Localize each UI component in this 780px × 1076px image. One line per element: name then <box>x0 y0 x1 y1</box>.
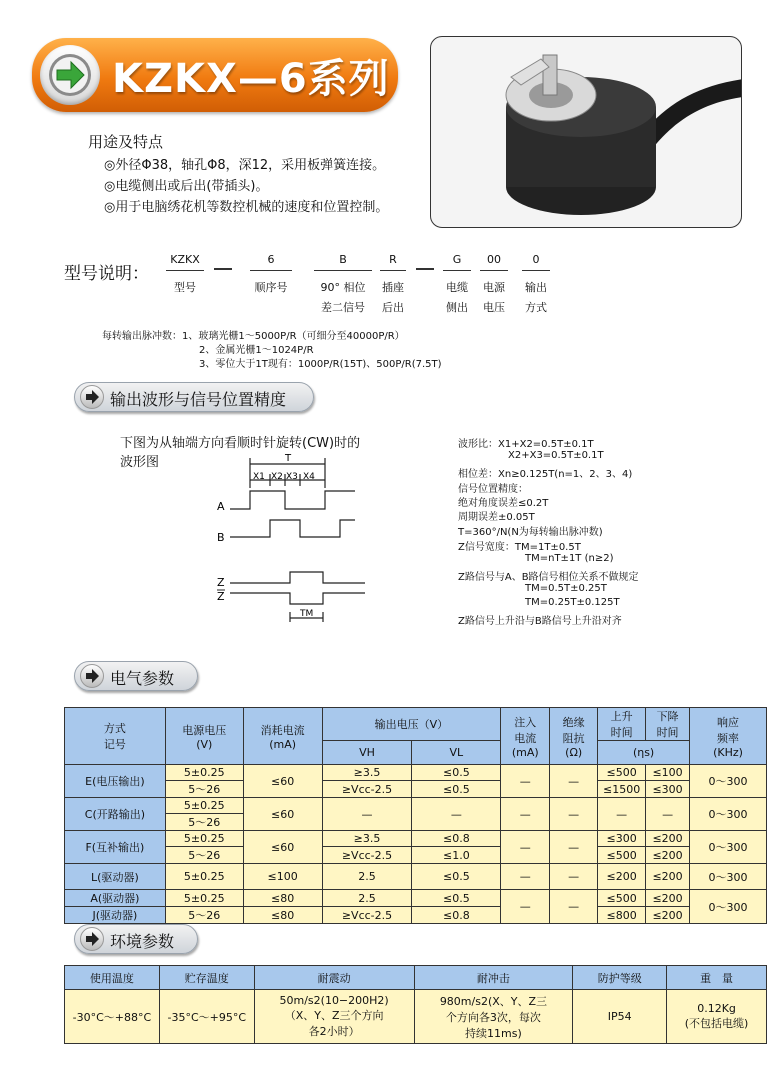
model-desc: 顺序号 <box>254 281 288 294</box>
table-cell: ≤0.5 <box>412 864 501 890</box>
spec-line: X2+X3=0.5T±0.1T <box>508 450 604 461</box>
env-value: 980m/s2(X、Y、Z三 个方向各3次，每次 持续11ms) <box>414 990 573 1044</box>
col-mode: 方式 记号 <box>65 708 166 765</box>
divider <box>480 270 508 271</box>
table-cell: ≤500 <box>598 765 646 781</box>
table-cell: 5～26 <box>165 847 243 864</box>
spec-line: Z路信号与A、B路信号相位关系不做规定 <box>458 572 639 583</box>
model-code: 0 <box>532 253 540 266</box>
env-value: -35°C～+95°C <box>159 990 254 1044</box>
table-cell: ≤1.0 <box>412 847 501 864</box>
waveform-diagram <box>215 450 375 630</box>
table-cell: — <box>501 831 550 864</box>
table-cell: ≤0.8 <box>412 831 501 847</box>
divider <box>166 270 204 271</box>
table-cell: — <box>412 798 501 831</box>
label-A: A <box>217 500 225 513</box>
section-title: 环境参数 <box>110 932 175 951</box>
pulse-note: 每转输出脉冲数：1、玻璃光栅1～5000P/R（可细分至40000P/R） <box>102 331 405 342</box>
table-cell: ≥Vcc-2.5 <box>322 847 412 864</box>
table-cell: ≤200 <box>646 847 690 864</box>
table-cell: ≤100 <box>646 765 690 781</box>
table-cell: 0～300 <box>690 890 767 924</box>
spec-line: 周期误差±0.05T <box>458 512 535 523</box>
table-cell: — <box>501 765 550 798</box>
model-desc: 电压 <box>483 301 505 314</box>
col-supply: 电源电压 (V) <box>165 708 243 765</box>
env-value: IP54 <box>573 990 667 1044</box>
table-cell: ≤200 <box>646 864 690 890</box>
pulse-note: 3、零位大于1T现有：1000P/R(15T)、500P/R(7.5T) <box>199 359 442 370</box>
table-cell: 0～300 <box>690 864 767 890</box>
feature-item: ◎电缆侧出或后出(带插头)。 <box>104 179 269 194</box>
table-cell: — <box>550 765 598 798</box>
model-code: KZKX <box>170 253 200 266</box>
spec-line: 相位差：Xn≥0.125T(n=1、2、3、4) <box>458 469 633 480</box>
row-label: C(开路输出) <box>65 798 166 831</box>
row-label: F(互补输出) <box>65 831 166 864</box>
row-label: E(电压输出) <box>65 765 166 798</box>
table-cell: — <box>550 864 598 890</box>
model-desc: 输出 <box>525 281 547 294</box>
table-cell: — <box>646 798 690 831</box>
divider <box>380 270 406 271</box>
table-cell: ≤0.8 <box>412 907 501 924</box>
col-resp: 响应 频率 (KHz) <box>690 708 767 765</box>
model-code: 6 <box>267 253 275 266</box>
table-cell: ≤300 <box>598 831 646 847</box>
table-cell: ≤80 <box>243 907 322 924</box>
spec-line: T=360°/N(N为每转输出脉冲数) <box>458 527 603 538</box>
model-desc: 型号 <box>174 281 196 294</box>
table-cell: — <box>550 798 598 831</box>
model-desc: 90° 相位 <box>320 281 366 294</box>
spec-line: TM=0.25T±0.125T <box>525 597 620 608</box>
table-cell: — <box>501 864 550 890</box>
table-cell: 5±0.25 <box>165 890 243 907</box>
label-X2: X2 <box>271 472 283 482</box>
col-vh: VH <box>322 741 412 765</box>
table-cell: — <box>322 798 412 831</box>
table-cell: ≤200 <box>646 907 690 924</box>
row-label: A(驱动器) <box>65 890 166 907</box>
model-desc: 电缆 <box>446 281 468 294</box>
col-rise: 上升 时间 <box>598 708 646 741</box>
spec-line: TM=nT±1T (n≥2) <box>525 553 614 564</box>
model-desc: 后出 <box>382 301 404 314</box>
table-cell: ≥3.5 <box>322 831 412 847</box>
col-fall: 下降 时间 <box>646 708 690 741</box>
divider <box>443 270 471 271</box>
label-TM: TM <box>300 609 314 619</box>
spec-line: TM=0.5T±0.25T <box>525 583 607 594</box>
table-cell: ≤0.5 <box>412 890 501 907</box>
label-Z: Z <box>217 576 225 589</box>
table-cell: — <box>598 798 646 831</box>
label-X3: X3 <box>286 472 298 482</box>
col-ns: (ηs) <box>598 741 690 765</box>
table-cell: ≤60 <box>243 765 322 798</box>
label-X1: X1 <box>253 472 265 482</box>
table-cell: ≥Vcc-2.5 <box>322 907 412 924</box>
model-code: 00 <box>487 253 501 266</box>
env-col: 耐冲击 <box>414 966 573 990</box>
spec-line: 波形比：X1+X2=0.5T±0.1T <box>458 439 594 450</box>
env-value: -30°C～+88°C <box>65 990 160 1044</box>
section-title: 电气参数 <box>110 669 175 688</box>
env-col: 使用温度 <box>65 966 160 990</box>
table-cell: 5～26 <box>165 814 243 831</box>
spec-line: Z信号宽度：TM=1T±0.5T <box>458 542 581 553</box>
env-value: 50m/s2(10−200H2) （X、Y、Z三个方向 各2小时） <box>254 990 414 1044</box>
dash <box>416 268 434 270</box>
table-cell: 0～300 <box>690 765 767 798</box>
arrow-right-icon <box>80 664 104 688</box>
table-cell: ≤200 <box>598 864 646 890</box>
col-iso: 绝缘 阻抗 (Ω) <box>550 708 598 765</box>
table-cell: ≤100 <box>243 864 322 890</box>
feature-item: ◎外径Φ38，轴孔Φ8，深12，采用板弹簧连接。 <box>104 158 386 173</box>
model-label: 型号说明： <box>64 264 149 284</box>
row-label: L(驱动器) <box>65 864 166 890</box>
table-cell: 5±0.25 <box>165 798 243 814</box>
electrical-table <box>64 707 767 924</box>
model-desc: 侧出 <box>446 301 468 314</box>
pulse-note: 2、金属光栅1～1024P/R <box>199 345 314 356</box>
row-label: J(驱动器) <box>65 907 166 924</box>
label-B: B <box>217 531 225 544</box>
col-vl: VL <box>412 741 501 765</box>
divider <box>522 270 550 271</box>
model-code: G <box>452 253 462 266</box>
features-heading: 用途及特点 <box>88 133 164 151</box>
table-cell: — <box>501 890 550 924</box>
table-cell: ≤200 <box>646 890 690 907</box>
label-T: T <box>285 453 292 464</box>
table-cell: ≤500 <box>598 890 646 907</box>
feature-item: ◎用于电脑绣花机等数控机械的速度和位置控制。 <box>104 200 389 215</box>
table-cell: ≤200 <box>646 831 690 847</box>
table-cell: ≤800 <box>598 907 646 924</box>
table-cell: 0～300 <box>690 831 767 864</box>
product-photo <box>430 36 742 228</box>
env-col: 重 量 <box>667 966 767 990</box>
dash <box>214 268 232 270</box>
page-title: KZKX—6系列 <box>112 56 390 102</box>
env-col: 耐震动 <box>254 966 414 990</box>
table-cell: 5～26 <box>165 907 243 924</box>
arrow-right-icon <box>80 927 104 951</box>
label-X4: X4 <box>303 472 315 482</box>
model-desc: 方式 <box>525 301 547 314</box>
table-cell: 5±0.25 <box>165 864 243 890</box>
table-cell: — <box>501 798 550 831</box>
env-value: 0.12Kg (不包括电缆) <box>667 990 767 1044</box>
table-cell: ≤60 <box>243 798 322 831</box>
table-cell: ≤500 <box>598 847 646 864</box>
label-Zbar: Z <box>217 590 225 603</box>
table-cell: 5±0.25 <box>165 831 243 847</box>
col-consume: 消耗电流 (mA) <box>243 708 322 765</box>
table-cell: 2.5 <box>322 890 412 907</box>
table-cell: ≤300 <box>646 781 690 798</box>
arrow-right-icon <box>80 385 104 409</box>
table-cell: ≤1500 <box>598 781 646 798</box>
table-cell: ≥Vcc-2.5 <box>322 781 412 798</box>
env-col: 贮存温度 <box>159 966 254 990</box>
spec-line: 信号位置精度： <box>458 484 528 495</box>
spec-line: 绝对角度误差≤0.2T <box>458 498 549 509</box>
table-cell: ≤60 <box>243 831 322 864</box>
divider <box>314 270 372 271</box>
table-cell: 5±0.25 <box>165 765 243 781</box>
model-desc: 差二信号 <box>321 301 365 314</box>
waveform-desc: 波形图 <box>120 455 160 470</box>
table-cell: 0～300 <box>690 798 767 831</box>
table-cell: — <box>550 831 598 864</box>
model-desc: 插座 <box>382 281 404 294</box>
table-cell: ≥3.5 <box>322 765 412 781</box>
table-cell: ≤0.5 <box>412 781 501 798</box>
divider <box>250 270 292 271</box>
col-output: 输出电压（V） <box>322 708 501 741</box>
table-cell: — <box>550 890 598 924</box>
spec-line: Z路信号上升沿与B路信号上升沿对齐 <box>458 616 622 627</box>
model-code: R <box>389 253 397 266</box>
table-cell: 5～26 <box>165 781 243 798</box>
waveform-desc: 下图为从轴端方向看顺时针旋转(CW)时的 <box>120 436 361 451</box>
col-inflow: 注入 电流 (mA) <box>501 708 550 765</box>
table-cell: ≤0.5 <box>412 765 501 781</box>
environment-table <box>64 965 767 1044</box>
table-cell: ≤80 <box>243 890 322 907</box>
env-col: 防护等级 <box>573 966 667 990</box>
table-cell: 2.5 <box>322 864 412 890</box>
arrow-icon <box>40 45 100 105</box>
section-title: 输出波形与信号位置精度 <box>110 390 287 409</box>
model-code: B <box>339 253 347 266</box>
model-desc: 电源 <box>483 281 505 294</box>
